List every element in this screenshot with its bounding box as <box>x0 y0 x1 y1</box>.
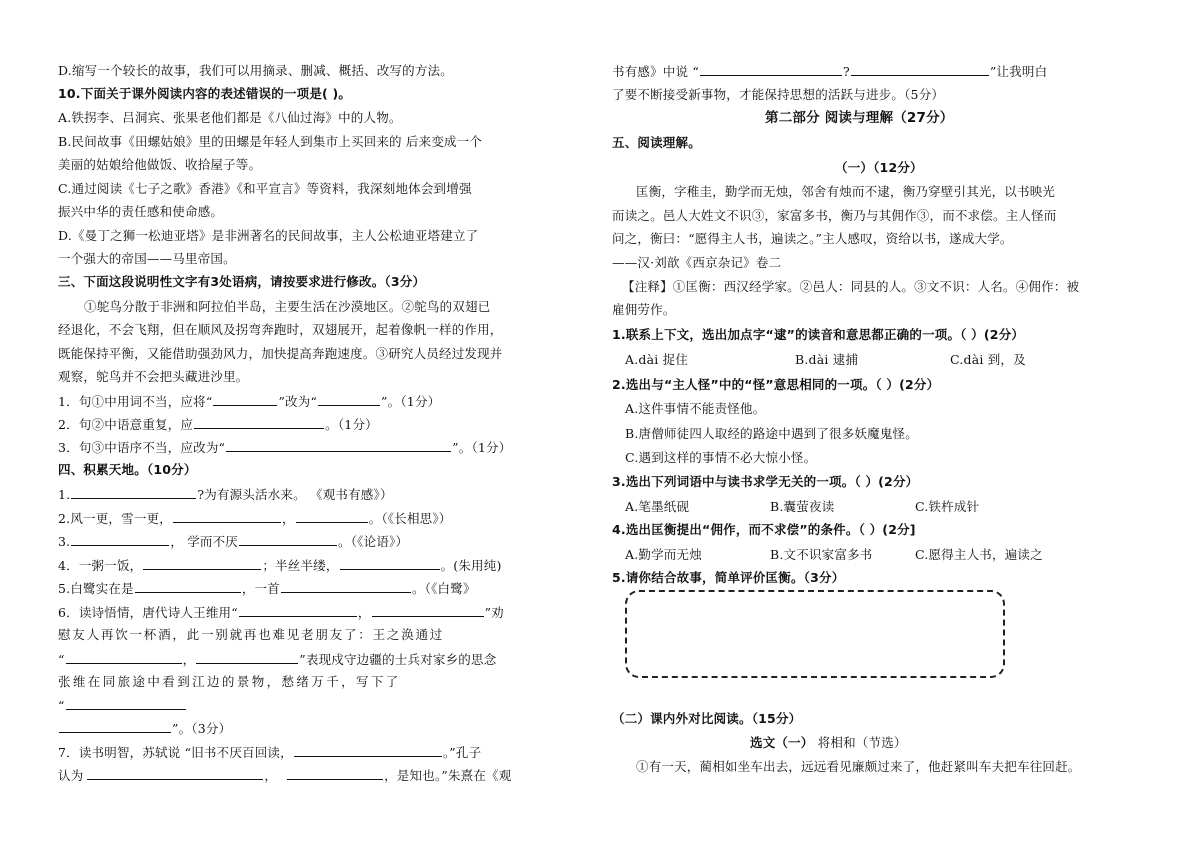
q10-option-b-1: B.民间故事《田螺姑娘》里的田螺是年轻人到集市上买回来的 后来变成一个 <box>58 134 483 149</box>
reading-q3-a[interactable]: A.笔墨纸砚 <box>625 499 690 514</box>
reading-q4: 4.选出匡衡提出“佣作，而不求偿”的条件。（ ）(2分] <box>612 522 916 537</box>
reading-q4-c[interactable]: C.愿得主人书，遍读之 <box>915 547 1043 562</box>
reading-q2: 2.选出与“主人怪”中的“怪”意思相同的一项。（ ）(2分） <box>612 377 940 392</box>
accum-1: 1. ?为有源头活水来。 《观书有感》） <box>58 487 393 502</box>
blank[interactable] <box>87 767 263 780</box>
accum-6-line-3: “ ， ”表现戍守边疆的士兵对家乡的思念 <box>58 652 497 667</box>
q10-option-d-2: 一个强大的帝国——马里帝国。 <box>58 251 236 266</box>
passage-line-1: ①鸵鸟分散于非洲和阿拉伯半岛，主要生活在沙漠地区。②鸵鸟的双翅已 <box>84 299 491 314</box>
blank[interactable] <box>173 510 281 523</box>
reading-q2-c[interactable]: C.遇到这样的事情不必大惊小怪。 <box>625 450 817 465</box>
blank[interactable] <box>239 604 357 617</box>
blank[interactable] <box>66 697 186 710</box>
subsection-1-title: （一）（12分） <box>835 160 923 175</box>
accum-7-line-2: 认为 ， ，是知也。”朱熹在《观 <box>58 768 512 783</box>
reading-q1: 1.联系上下文，选出加点字“逮”的读音和意思都正确的一项。（ ）(2分） <box>612 327 1025 342</box>
accum-6-line-4: 张维在同旅途中看到江边的景物，愁绪万千，写下了 <box>58 674 401 689</box>
blank[interactable] <box>239 533 337 546</box>
reading-q1-a[interactable]: A.dài 捉住 <box>625 352 689 367</box>
selection-1-line-1: ①有一天，蔺相如坐车出去，远远看见廉颇过来了，他赶紧叫车夫把车往回赶。 <box>636 759 1081 774</box>
reading-q2-a[interactable]: A.这件事情不能责怪他。 <box>625 401 766 416</box>
notes-line-2: 雇佣劳作。 <box>612 302 676 317</box>
reading-q3-b[interactable]: B.囊萤夜读 <box>770 499 835 514</box>
blank[interactable] <box>700 63 842 76</box>
source-line: ——汉·刘歆《西京杂记》卷二 <box>612 255 782 270</box>
section-4-heading: 四、积累天地。（10分） <box>58 462 197 477</box>
blank[interactable] <box>71 486 196 499</box>
blank[interactable] <box>143 557 261 570</box>
section-3-heading: 三、下面这段说明性文字有3处语病，请按要求进行修改。（3分） <box>58 274 426 289</box>
passage-line-2: 经退化，不会飞翔，但在顺风及拐弯奔跑时，双翅展开，起着像帆一样的作用， <box>58 322 503 337</box>
accum-4: 4．一粥一饭， ；半丝半缕， 。(朱用纯) <box>58 558 502 573</box>
accum-7-line-1: 7．读书明智，苏轼说 “旧书不厌百回读， 。”孔子 <box>58 745 482 760</box>
reading-q4-b[interactable]: B.文不识家富多书 <box>770 547 873 562</box>
blank[interactable] <box>213 393 277 406</box>
blank[interactable] <box>372 604 484 617</box>
reading-q3: 3.选出下列词语中与读书求学无关的一项。（ ）(2分） <box>612 474 919 489</box>
text-line-1: 匡衡，字稚圭，勤学而无烛，邻舍有烛而不逮，衡乃穿壁引其光，以书映光 <box>636 184 1056 199</box>
reading-q1-c[interactable]: C.dài 到，及 <box>950 352 1026 367</box>
answer-box[interactable] <box>625 590 1005 678</box>
part-2-title: 第二部分 阅读与理解（27分） <box>765 110 954 126</box>
accum-2: 2.风一更，雪一更， ， 。（《长相思》） <box>58 511 452 526</box>
q10-option-a: A.铁拐李、吕洞宾、张果老他们都是《八仙过海》中的人物。 <box>58 110 402 125</box>
question-10: 10.下面关于课外阅读内容的表述错误的一项是( )。 <box>58 86 352 101</box>
reading-q4-a[interactable]: A.勤学而无烛 <box>625 547 702 562</box>
reading-q2-b[interactable]: B.唐僧师徒四人取经的路途中遇到了很多妖魔鬼怪。 <box>625 426 918 441</box>
revise-2: 2．句②中语意重复，应 。（1分） <box>58 417 378 432</box>
selection-1-title: 选文（一） 将相和（节选） <box>750 735 907 750</box>
passage-line-4: 观察，鸵鸟并不会把头藏进沙里。 <box>58 369 249 384</box>
q10-option-c-1: C.通过阅读《七子之歌》香港》《和平宣言》等资料，我深刻地体会到增强 <box>58 181 472 196</box>
passage-line-3: 既能保持平衡，又能借助强劲风力，加快提高奔跑速度。③研究人员经过发现并 <box>58 346 503 361</box>
blank[interactable] <box>135 580 241 593</box>
q10-option-c-2: 振兴中华的责任感和使命感。 <box>58 204 224 219</box>
accum-6-line-6: ”。（3分） <box>58 720 231 737</box>
blank[interactable] <box>196 651 298 664</box>
accum-3: 3. ， 学而不厌 。（《论语》） <box>58 534 409 549</box>
continue-line-2: 了要不断接受新事物，才能保持思想的活跃与进步。（5分） <box>612 87 945 102</box>
option-d-line: D.缩写一个较长的故事，我们可以用摘录、删减、概括、改写的方法。 <box>58 63 453 78</box>
revise-1: 1．句①中用词不当，应将“ ”改为“ ”。（1分） <box>58 394 441 409</box>
blank[interactable] <box>294 744 442 757</box>
continue-line-1: 书有感》中说 “ ? ”让我明白 <box>612 64 1048 79</box>
accum-6-line-2: 慰友人再饮一杯酒，此一别就再也难见老朋友了：王之涣通过 <box>58 627 445 642</box>
accum-5: 5.白鹭实在是 ，一首 。（《白鹭》 <box>58 581 476 596</box>
blank[interactable] <box>340 557 440 570</box>
reading-q3-c[interactable]: C.铁杵成针 <box>915 499 980 514</box>
reading-q1-b[interactable]: B.dài 逮捕 <box>795 352 859 367</box>
blank[interactable] <box>226 439 451 452</box>
blank[interactable] <box>194 416 324 429</box>
blank[interactable] <box>851 63 989 76</box>
blank[interactable] <box>71 533 169 546</box>
subsection-2-title: （二）课内外对比阅读。（15分） <box>612 711 802 726</box>
blank[interactable] <box>59 720 171 733</box>
q10-option-d-1: D.《曼丁之狮一松迪亚塔》是非洲著名的民间故事，主人公松迪亚塔建立了 <box>58 228 479 243</box>
blank[interactable] <box>318 393 380 406</box>
accum-6-line-1: 6．读诗悟情，唐代诗人王维用“ ， ”劝 <box>58 605 504 620</box>
blank[interactable] <box>281 580 411 593</box>
notes-line-1: 【注释】①匡衡：西汉经学家。②邑人：同县的人。③文不识：人名。④佣作：被 <box>622 279 1080 294</box>
text-line-3: 问之，衡曰：“愿得主人书，遍读之。”主人感叹，资给以书，遂成大学。 <box>612 231 1013 246</box>
blank[interactable] <box>296 510 368 523</box>
reading-q5: 5.请你结合故事，简单评价匡衡。（3分） <box>612 570 845 585</box>
blank[interactable] <box>287 767 383 780</box>
text-line-2: 而读之。邑人大姓文不识③，家富多书，衡乃与其佣作③，而不求偿。主人怪而 <box>612 208 1057 223</box>
revise-3: 3．句③中语序不当，应改为“ ”。（1分） <box>58 440 512 455</box>
q10-option-b-2: 美丽的姑娘给他做饭、收拾屋子等。 <box>58 157 262 172</box>
blank[interactable] <box>66 651 182 664</box>
accum-6-line-5: “ <box>58 697 187 714</box>
section-5-heading: 五、阅读理解。 <box>612 135 701 150</box>
